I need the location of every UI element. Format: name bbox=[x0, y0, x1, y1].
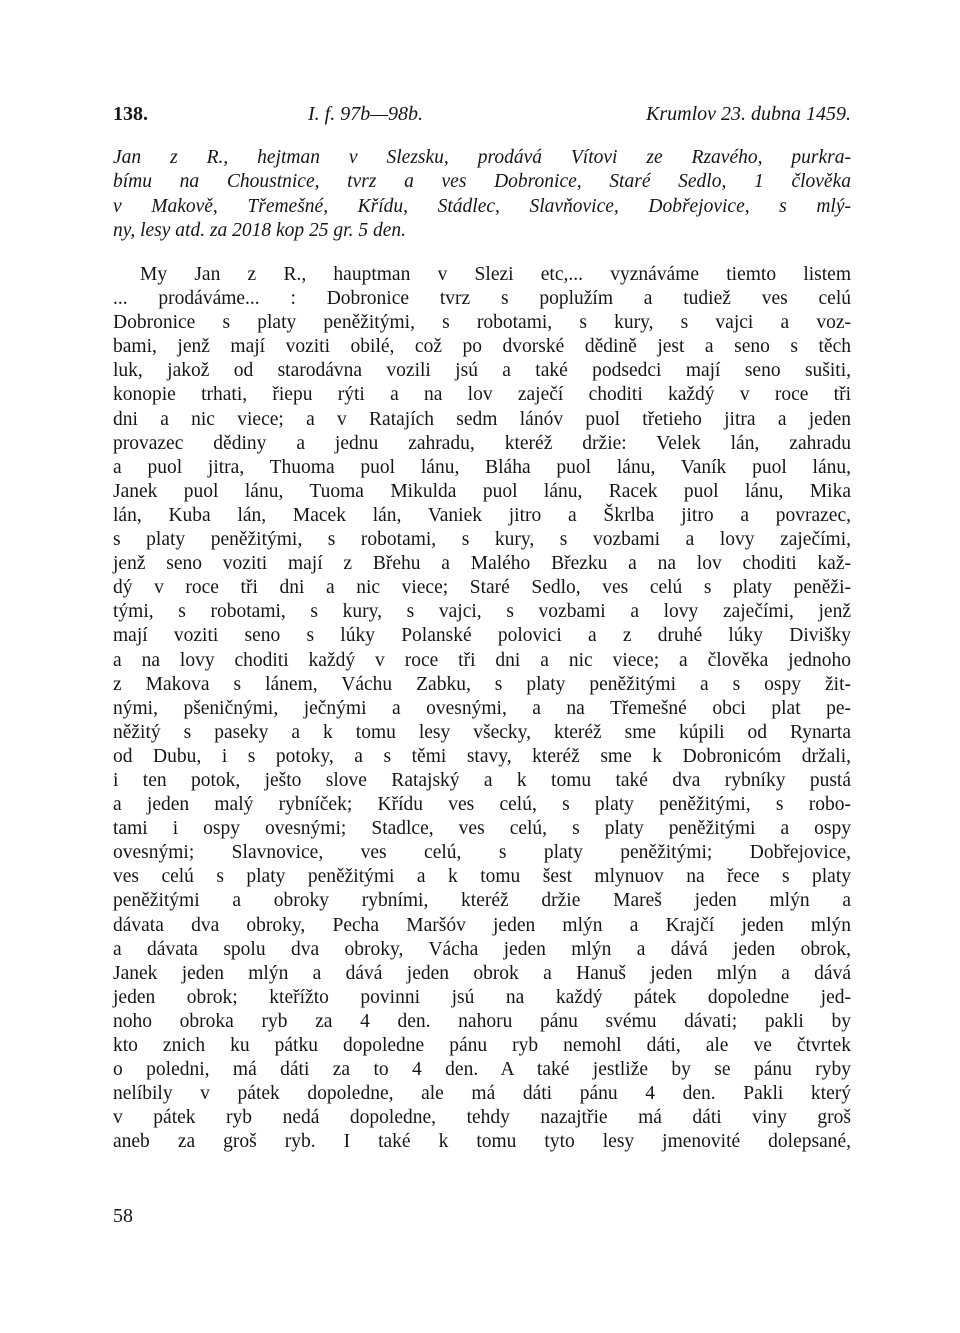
text-line: jenž seno voziti mají z Břehu a Malého Březku a na lov choditi kaž- bbox=[113, 553, 851, 575]
regest-line: ny, lesy atd. za 2018 kop 25 gr. 5 den. bbox=[113, 219, 407, 241]
text-line: dávata dva obroky, Pecha Maršóv jeden mlýn a Krajčí jeden mlýn bbox=[113, 914, 851, 936]
text-line: od Dubu, i s potoky, a s těmi stavy, kteréž sme k Dobronicóm držali, bbox=[113, 745, 851, 767]
regest-line: v Makově, Třemešné, Křídu, Stádlec, Slavňovice, Dobřejovice, s mlý- bbox=[113, 195, 851, 217]
text-line: noho obroka ryb za 4 den. nahoru pánu svému dávati; pakli by bbox=[113, 1010, 851, 1032]
text-line: bami, jenž mají voziti obilé, což po dvorské dědině jest a seno s těch bbox=[113, 336, 851, 358]
text-line: tými, s robotami, s kury, s vajci, s vozbami a lovy zaječími, jenž bbox=[113, 601, 851, 623]
text-line: peněžitými a obroky rybními, kteréž držie Mareš jeden mlýn a bbox=[113, 890, 851, 912]
text-line: kto znich ku pátku dopoledne pánu ryb nemohl dáti, ale ve čtvrtek bbox=[113, 1035, 851, 1056]
text-line: a na lovy choditi každý v roce tři dni a nic viece; a člověka jednoho bbox=[113, 649, 851, 671]
text-line: dý v roce tři dni a nic viece; Staré Sedlo, ves celú s platy peněži- bbox=[113, 577, 851, 599]
text-line: ... prodáváme... : Dobronice tvrz s poplužím a tudiež ves celú bbox=[113, 288, 851, 310]
regest-line: Jan z R., hejtman v Slezsku, prodává Vítovi ze Rzavého, purkra- bbox=[113, 147, 851, 168]
regest-summary bbox=[113, 146, 851, 243]
text-line: My Jan z R., hauptman v Slezi etc,... vyznáváme tiemto listem bbox=[140, 264, 851, 285]
text-line: a jeden malý rybníček; Křídu ves celú, s platy peněžitými, s robo- bbox=[113, 794, 851, 816]
regest-line: bímu na Choustnice, tvrz a ves Dobronice, Staré Sedlo, 1 člověka bbox=[113, 171, 851, 193]
text-line: provazec dědiny a jednu zahradu, kteréž držie: Velek lán, zahradu bbox=[113, 432, 851, 454]
text-line: lán, Kuba lán, Macek lán, Vaniek jitro a Škrlba jitro a povrazec, bbox=[113, 504, 851, 526]
text-line: ovesnými; Slavnovice, ves celú, s platy peněžitými; Dobřejovice, bbox=[113, 842, 851, 864]
text-line: i ten potok, ješto slove Ratajský a k tomu také dva rybníky pustá bbox=[113, 769, 851, 791]
text-line: mají voziti seno s lúky Polanské polovici a z druhé lúky Divišky bbox=[113, 625, 851, 647]
text-line: aneb za groš ryb. I také k tomu tyto lesy jmenovité dolepsané, bbox=[113, 1131, 851, 1153]
text-line: něžitý s paseky a k tomu lesy všecky, kteréž sme kúpili od Rynarta bbox=[113, 721, 851, 743]
text-line: z Makova s lánem, Váchu Zabku, s platy peněžitými a s ospy žit- bbox=[113, 673, 851, 695]
archival-signature: I. f. 97b—98b. bbox=[308, 103, 423, 125]
entry-number: 138. bbox=[113, 103, 148, 125]
text-line: nými, pšeničnými, ječnými a ovesnými, a na Třemešné obci plat pe- bbox=[113, 697, 851, 719]
page-number: 58 bbox=[113, 1205, 133, 1227]
text-line: nelíbily v pátek dopoledne, ale má dáti pánu 4 den. Pakli který bbox=[113, 1083, 851, 1105]
text-line: Janek jeden mlýn a dává jeden obrok a Hanuš jeden mlýn a dává bbox=[113, 962, 851, 984]
text-line: s platy peněžitými, s robotami, s kury, s vozbami a lovy zaječími, bbox=[113, 529, 851, 551]
text-line: jeden obrok; kteřížto povinni jsú na každý pátek dopoledne jed- bbox=[113, 986, 851, 1008]
text-line: luk, jakož od starodávna vozili jsú a také podsedci mají seno sušiti, bbox=[113, 360, 851, 382]
text-line: dni a nic viece; a v Ratajích sedm lánóv puol třetieho jitra a jeden bbox=[113, 408, 851, 430]
text-line: o poledni, má dáti za to 4 den. A také jestliže by se pánu ryby bbox=[113, 1059, 851, 1081]
text-line: konopie trhati, řiepu rýti a na lov zaječí choditi každý v roce tři bbox=[113, 384, 851, 406]
text-line: a puol jitra, Thuoma puol lánu, Bláha puol lánu, Vaník puol lánu, bbox=[113, 456, 851, 478]
document-text bbox=[113, 263, 851, 1154]
text-line: tami i ospy ovesnými; Stadlce, ves celú, s platy peněžitými a ospy bbox=[113, 818, 851, 840]
text-line: a dávata spolu dva obroky, Vácha jeden mlýn a dává jeden obrok, bbox=[113, 938, 851, 960]
text-line: Dobronice s platy peněžitými, s robotami, s kury, s vajci a voz- bbox=[113, 312, 851, 334]
page-header bbox=[113, 103, 851, 135]
text-line: Janek puol lánu, Tuoma Mikulda puol lánu, Racek puol lánu, Mika bbox=[113, 480, 851, 502]
place-and-date: Krumlov 23. dubna 1459. bbox=[646, 103, 851, 125]
text-line: v pátek ryb nedá dopoledne, tehdy nazajtřie má dáti viny groš bbox=[113, 1107, 851, 1129]
text-line: ves celú s platy peněžitými a k tomu šest mlynuov na řece s platy bbox=[113, 866, 851, 888]
